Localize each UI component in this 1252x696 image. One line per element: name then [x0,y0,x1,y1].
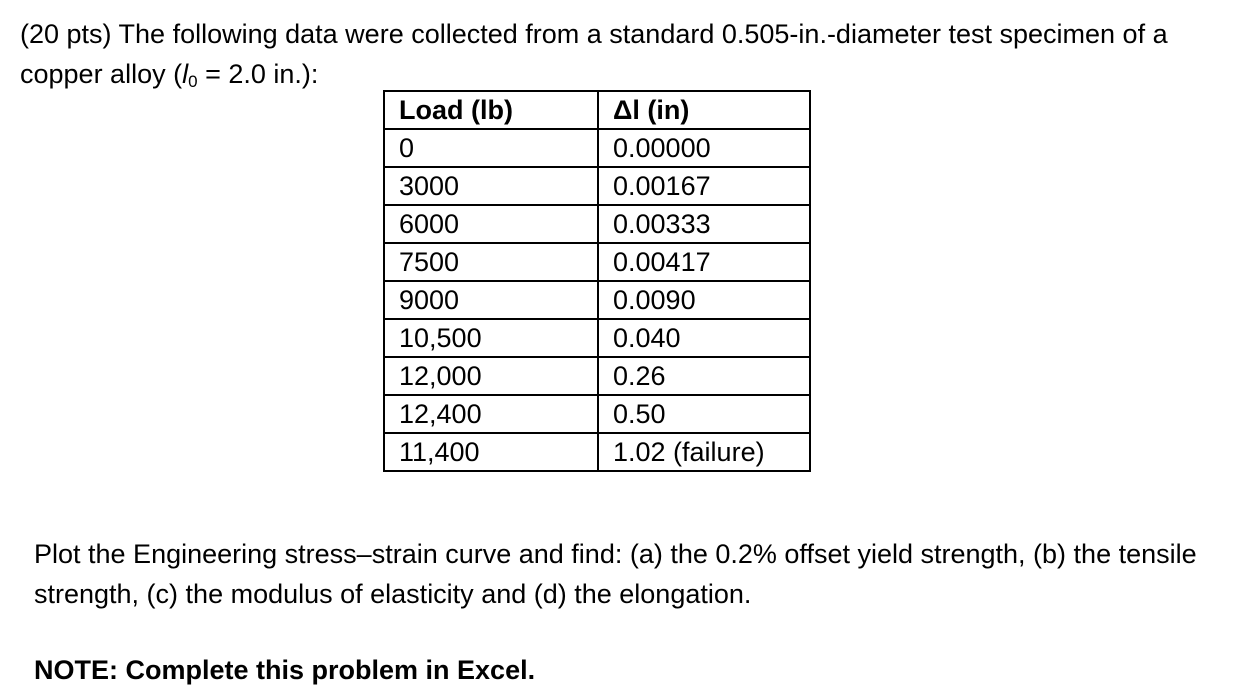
cell-delta-l: 0.00000 [598,129,810,167]
table-row [384,395,810,433]
table-row [384,357,810,395]
header-delta-l: Δl (in) [598,91,810,129]
cell-delta-l: 0.26 [598,357,810,395]
table-row [384,129,810,167]
intro-text-part1: (20 pts) The following data were collected from a standard 0.505-in.-diameter test specimen of a copper alloy ( [20,19,1168,89]
cell-load: 9000 [384,281,598,319]
task-instructions: Plot the Engineering stress–strain curve and find: (a) the 0.2% offset yield strength, (b) the tensile strength, (c) the modulus of elasticity and (d) the elongation. [34,539,1197,609]
table-header-row [384,91,810,129]
cell-load: 3000 [384,167,598,205]
cell-delta-l: 0.00167 [598,167,810,205]
cell-load: 12,000 [384,357,598,395]
load-elongation-table [383,90,811,472]
cell-load: 11,400 [384,433,598,471]
table-row [384,319,810,357]
table-row [384,433,810,471]
cell-load: 0 [384,129,598,167]
cell-delta-l: 0.00417 [598,243,810,281]
header-load: Load (lb) [384,91,598,129]
cell-load: 10,500 [384,319,598,357]
cell-delta-l: 0.50 [598,395,810,433]
intro-text-part2: = 2.0 in.): [197,59,319,89]
table-row [384,281,810,319]
excel-note: NOTE: Complete this problem in Excel. [34,655,536,685]
l0-symbol: l [182,59,189,89]
cell-load: 12,400 [384,395,598,433]
cell-delta-l: 0.040 [598,319,810,357]
cell-delta-l: 0.00333 [598,205,810,243]
table-row [384,167,810,205]
cell-delta-l: 1.02 (failure) [598,433,810,471]
problem-intro [20,14,1220,94]
table-row [384,205,810,243]
l0-subscript: 0 [188,72,198,91]
table-row [384,243,810,281]
cell-load: 7500 [384,243,598,281]
cell-delta-l: 0.0090 [598,281,810,319]
cell-load: 6000 [384,205,598,243]
